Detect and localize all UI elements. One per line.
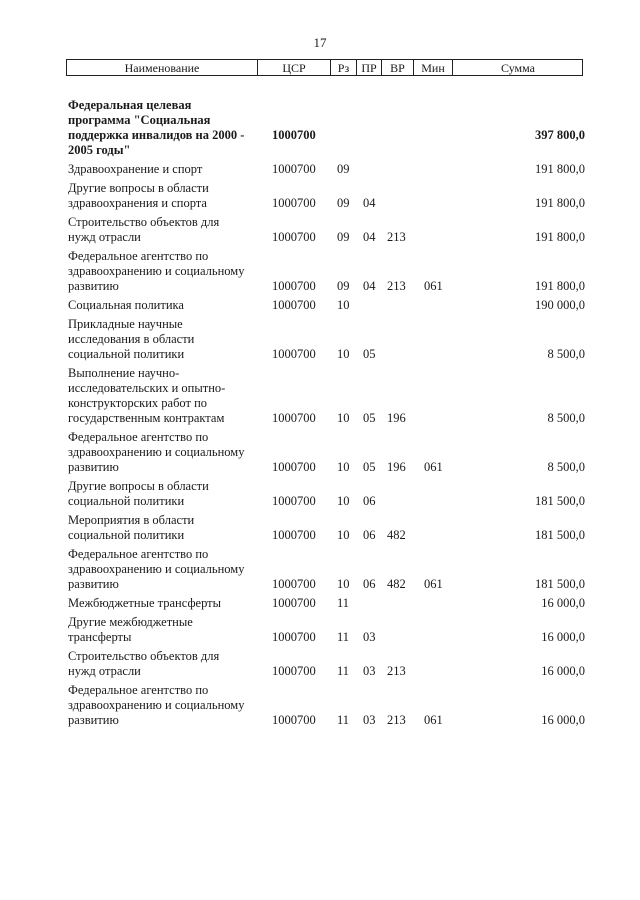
- cell-sum: 16 000,0: [541, 596, 585, 610]
- cell-name: Другие межбюджетные трансферты: [68, 615, 193, 644]
- cell-csr: 1000700: [272, 664, 316, 678]
- cell-csr: 1000700: [272, 577, 316, 591]
- table-row: [0, 215, 640, 245]
- table-row: [0, 547, 640, 592]
- table-row: [0, 430, 640, 475]
- table-row: [0, 649, 640, 679]
- cell-rz: 10: [337, 460, 350, 474]
- cell-rz: 10: [337, 577, 350, 591]
- cell-name: Социальная политика: [68, 298, 184, 312]
- cell-rz: 11: [337, 596, 350, 610]
- cell-vr: 482: [387, 577, 406, 591]
- table-row: [0, 683, 640, 728]
- cell-csr: 1000700: [272, 411, 316, 425]
- cell-container-name: [0, 98, 245, 158]
- cell-container-name: [0, 649, 220, 679]
- cell-sum: 191 800,0: [535, 162, 585, 176]
- cell-sum: 191 800,0: [535, 279, 585, 293]
- cell-sum: 181 500,0: [535, 577, 585, 591]
- cell-name: Межбюджетные трансферты: [68, 596, 222, 610]
- cell-csr: 1000700: [272, 298, 316, 312]
- header-name: Наименование: [67, 60, 258, 75]
- table-row: [0, 479, 640, 509]
- cell-sum: 397 800,0: [535, 128, 585, 142]
- cell-container-name: [0, 162, 203, 177]
- cell-sum: 190 000,0: [535, 298, 585, 312]
- header-vr: ВР: [382, 60, 414, 75]
- cell-vr: 213: [387, 713, 406, 727]
- cell-pr: 05: [363, 411, 376, 425]
- table-row: [0, 513, 640, 543]
- cell-container-name: [0, 615, 200, 645]
- cell-name: Выполнение научно-исследовательских и опытно-конструкторских работ по государственным контрактам: [68, 366, 226, 425]
- cell-csr: 1000700: [272, 128, 316, 142]
- table-row: [0, 298, 640, 313]
- cell-rz: 09: [337, 162, 350, 176]
- table-row: [0, 162, 640, 177]
- cell-vr: 482: [387, 528, 406, 542]
- cell-pr: 05: [363, 460, 376, 474]
- cell-csr: 1000700: [272, 596, 316, 610]
- cell-sum: 16 000,0: [541, 664, 585, 678]
- cell-rz: 11: [337, 713, 350, 727]
- cell-pr: 04: [363, 230, 376, 244]
- cell-csr: 1000700: [272, 347, 316, 361]
- cell-container-name: [0, 215, 220, 245]
- cell-vr: 196: [387, 460, 406, 474]
- cell-min: 061: [424, 713, 443, 727]
- cell-rz: 09: [337, 230, 350, 244]
- cell-container-name: [0, 366, 226, 426]
- cell-csr: 1000700: [272, 279, 316, 293]
- cell-rz: 09: [337, 196, 350, 210]
- cell-rz: 10: [337, 528, 350, 542]
- cell-name: Другие вопросы в области здравоохранения и спорта: [68, 181, 209, 210]
- cell-vr: 213: [387, 664, 406, 678]
- cell-csr: 1000700: [272, 230, 316, 244]
- cell-rz: 10: [337, 347, 350, 361]
- cell-sum: 181 500,0: [535, 494, 585, 508]
- cell-min: 061: [424, 279, 443, 293]
- cell-vr: 213: [387, 279, 406, 293]
- table-row: [0, 249, 640, 294]
- cell-container-name: [0, 298, 200, 313]
- cell-pr: 06: [363, 494, 376, 508]
- cell-csr: 1000700: [272, 162, 316, 176]
- header-pr: ПР: [357, 60, 382, 75]
- cell-sum: 181 500,0: [535, 528, 585, 542]
- header-sum: Сумма: [501, 61, 535, 75]
- table-row: [0, 366, 640, 426]
- cell-rz: 10: [337, 298, 350, 312]
- cell-pr: 04: [363, 279, 376, 293]
- cell-pr: 03: [363, 664, 376, 678]
- cell-name: Федеральная целевая программа "Социальная поддержка инвалидов на 2000 - 2005 годы": [68, 98, 245, 157]
- cell-name: Федеральное агентство по здравоохранению и социальному развитию: [68, 547, 245, 591]
- cell-name: Прикладные научные исследования в области социальной политики: [68, 317, 195, 361]
- cell-rz: 10: [337, 411, 350, 425]
- cell-csr: 1000700: [272, 196, 316, 210]
- table-row: [0, 317, 640, 362]
- cell-container-name: [0, 547, 245, 592]
- cell-rz: 11: [337, 664, 350, 678]
- cell-name: Строительство объектов для нужд отрасли: [68, 215, 220, 244]
- cell-container-name: [0, 181, 209, 211]
- cell-sum: 8 500,0: [547, 411, 585, 425]
- table-row: [0, 181, 640, 211]
- table-row: [0, 615, 640, 645]
- cell-csr: 1000700: [272, 460, 316, 474]
- cell-vr: 213: [387, 230, 406, 244]
- cell-name: Другие вопросы в области социальной политики: [68, 479, 209, 508]
- cell-sum: 16 000,0: [541, 630, 585, 644]
- cell-pr: 05: [363, 347, 376, 361]
- table-row: [0, 596, 640, 611]
- cell-container-name: [0, 479, 209, 509]
- page-number: 17: [313, 35, 327, 50]
- cell-container-name: [0, 430, 245, 475]
- cell-pr: 03: [363, 713, 376, 727]
- cell-pr: 03: [363, 630, 376, 644]
- cell-sum: 8 500,0: [547, 460, 585, 474]
- cell-container-name: [0, 683, 245, 728]
- header-csr: ЦСР: [258, 60, 331, 75]
- cell-container-name: [0, 249, 245, 294]
- cell-pr: 04: [363, 196, 376, 210]
- cell-name: Мероприятия в области социальной политики: [68, 513, 195, 542]
- cell-csr: 1000700: [272, 528, 316, 542]
- cell-csr: 1000700: [272, 713, 316, 727]
- cell-name: Федеральное агентство по здравоохранению и социальному развитию: [68, 430, 245, 474]
- cell-csr: 1000700: [272, 494, 316, 508]
- table-header: [66, 59, 583, 76]
- cell-pr: 06: [363, 577, 376, 591]
- cell-container-name: [0, 596, 222, 611]
- cell-sum: 8 500,0: [547, 347, 585, 361]
- cell-rz: 09: [337, 279, 350, 293]
- cell-csr: 1000700: [272, 630, 316, 644]
- header-rz: Рз: [331, 60, 357, 75]
- cell-vr: 196: [387, 411, 406, 425]
- cell-sum: 191 800,0: [535, 230, 585, 244]
- cell-name: Федеральное агентство по здравоохранению и социальному развитию: [68, 683, 245, 727]
- cell-name: Здравоохранение и спорт: [68, 162, 203, 176]
- table-row: [0, 98, 640, 158]
- table-body: [0, 98, 640, 732]
- cell-sum: 16 000,0: [541, 713, 585, 727]
- cell-name: Федеральное агентство по здравоохранению и социальному развитию: [68, 249, 245, 293]
- cell-rz: 10: [337, 494, 350, 508]
- cell-rz: 11: [337, 630, 350, 644]
- cell-pr: 06: [363, 528, 376, 542]
- cell-min: 061: [424, 460, 443, 474]
- cell-name: Строительство объектов для нужд отрасли: [68, 649, 220, 678]
- header-min: Мин: [414, 60, 453, 75]
- cell-min: 061: [424, 577, 443, 591]
- cell-sum: 191 800,0: [535, 196, 585, 210]
- cell-container-name: [0, 317, 200, 362]
- cell-container-name: [0, 513, 200, 543]
